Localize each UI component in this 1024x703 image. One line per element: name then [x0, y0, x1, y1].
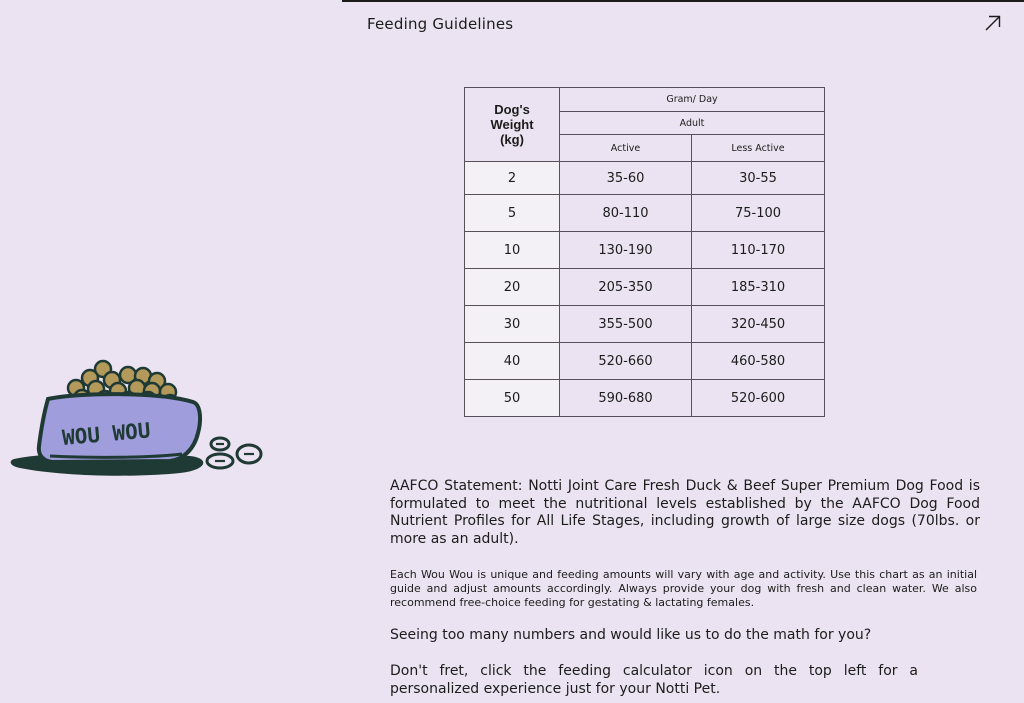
weight-header-line: (kg) — [500, 132, 524, 147]
adult-header: Adult — [560, 112, 825, 135]
active-cell: 355-500 — [560, 306, 692, 343]
page-title: Feeding Guidelines — [367, 15, 514, 33]
table-row — [465, 306, 825, 343]
table-row — [465, 380, 825, 417]
calculator-tip: Don't fret, click the feeding calculator icon on the top left for a personalized experience just for your Notti Pet. — [390, 663, 918, 697]
active-column-header: Active — [560, 135, 692, 162]
less-active-cell: 520-600 — [692, 380, 825, 417]
active-cell: 130-190 — [560, 232, 692, 269]
table-row — [465, 162, 825, 195]
less-active-column-header: Less Active — [692, 135, 825, 162]
calculator-question: Seeing too many numbers and would like us to do the math for you? — [390, 627, 872, 643]
weight-cell: 30 — [465, 306, 560, 343]
weight-cell: 5 — [465, 195, 560, 232]
table-row — [465, 343, 825, 380]
weight-column-header — [465, 88, 560, 162]
active-cell: 590-680 — [560, 380, 692, 417]
top-divider — [342, 0, 1024, 2]
weight-header-line: Dog's — [494, 102, 530, 117]
dog-food-bowl-icon — [10, 358, 272, 483]
weight-cell: 10 — [465, 232, 560, 269]
aafco-statement: AAFCO Statement: Notti Joint Care Fresh Duck & Beef Super Premium Dog Food is formulated to meet the nutritional levels established by the AAFCO Dog Food Nutrient Profiles for All Life Stages, including growth of large size dogs (70lbs. or more as an adult). — [390, 478, 980, 547]
weight-cell: 2 — [465, 162, 560, 195]
weight-header-line: Weight — [490, 117, 534, 132]
less-active-cell: 110-170 — [692, 232, 825, 269]
arrow-up-right-icon — [982, 12, 1004, 34]
active-cell: 35-60 — [560, 162, 692, 195]
less-active-cell: 320-450 — [692, 306, 825, 343]
table-row — [465, 195, 825, 232]
table-row — [465, 269, 825, 306]
weight-cell: 50 — [465, 380, 560, 417]
active-cell: 80-110 — [560, 195, 692, 232]
less-active-cell: 185-310 — [692, 269, 825, 306]
bowl-label: WOU WOU — [61, 418, 152, 451]
active-cell: 205-350 — [560, 269, 692, 306]
less-active-cell: 460-580 — [692, 343, 825, 380]
feeding-table — [464, 87, 825, 417]
feeding-note: Each Wou Wou is unique and feeding amounts will vary with age and activity. Use this chart as an initial guide and adjust amounts accordingly. Always provide your dog with fresh and clean water. We also recommend free-choice feeding for gestating & lactating females. — [390, 568, 977, 610]
open-link-button[interactable] — [982, 12, 1004, 34]
weight-cell: 20 — [465, 269, 560, 306]
weight-cell: 40 — [465, 343, 560, 380]
gram-per-day-header: Gram/ Day — [560, 88, 825, 112]
less-active-cell: 75-100 — [692, 195, 825, 232]
active-cell: 520-660 — [560, 343, 692, 380]
table-row — [465, 232, 825, 269]
less-active-cell: 30-55 — [692, 162, 825, 195]
